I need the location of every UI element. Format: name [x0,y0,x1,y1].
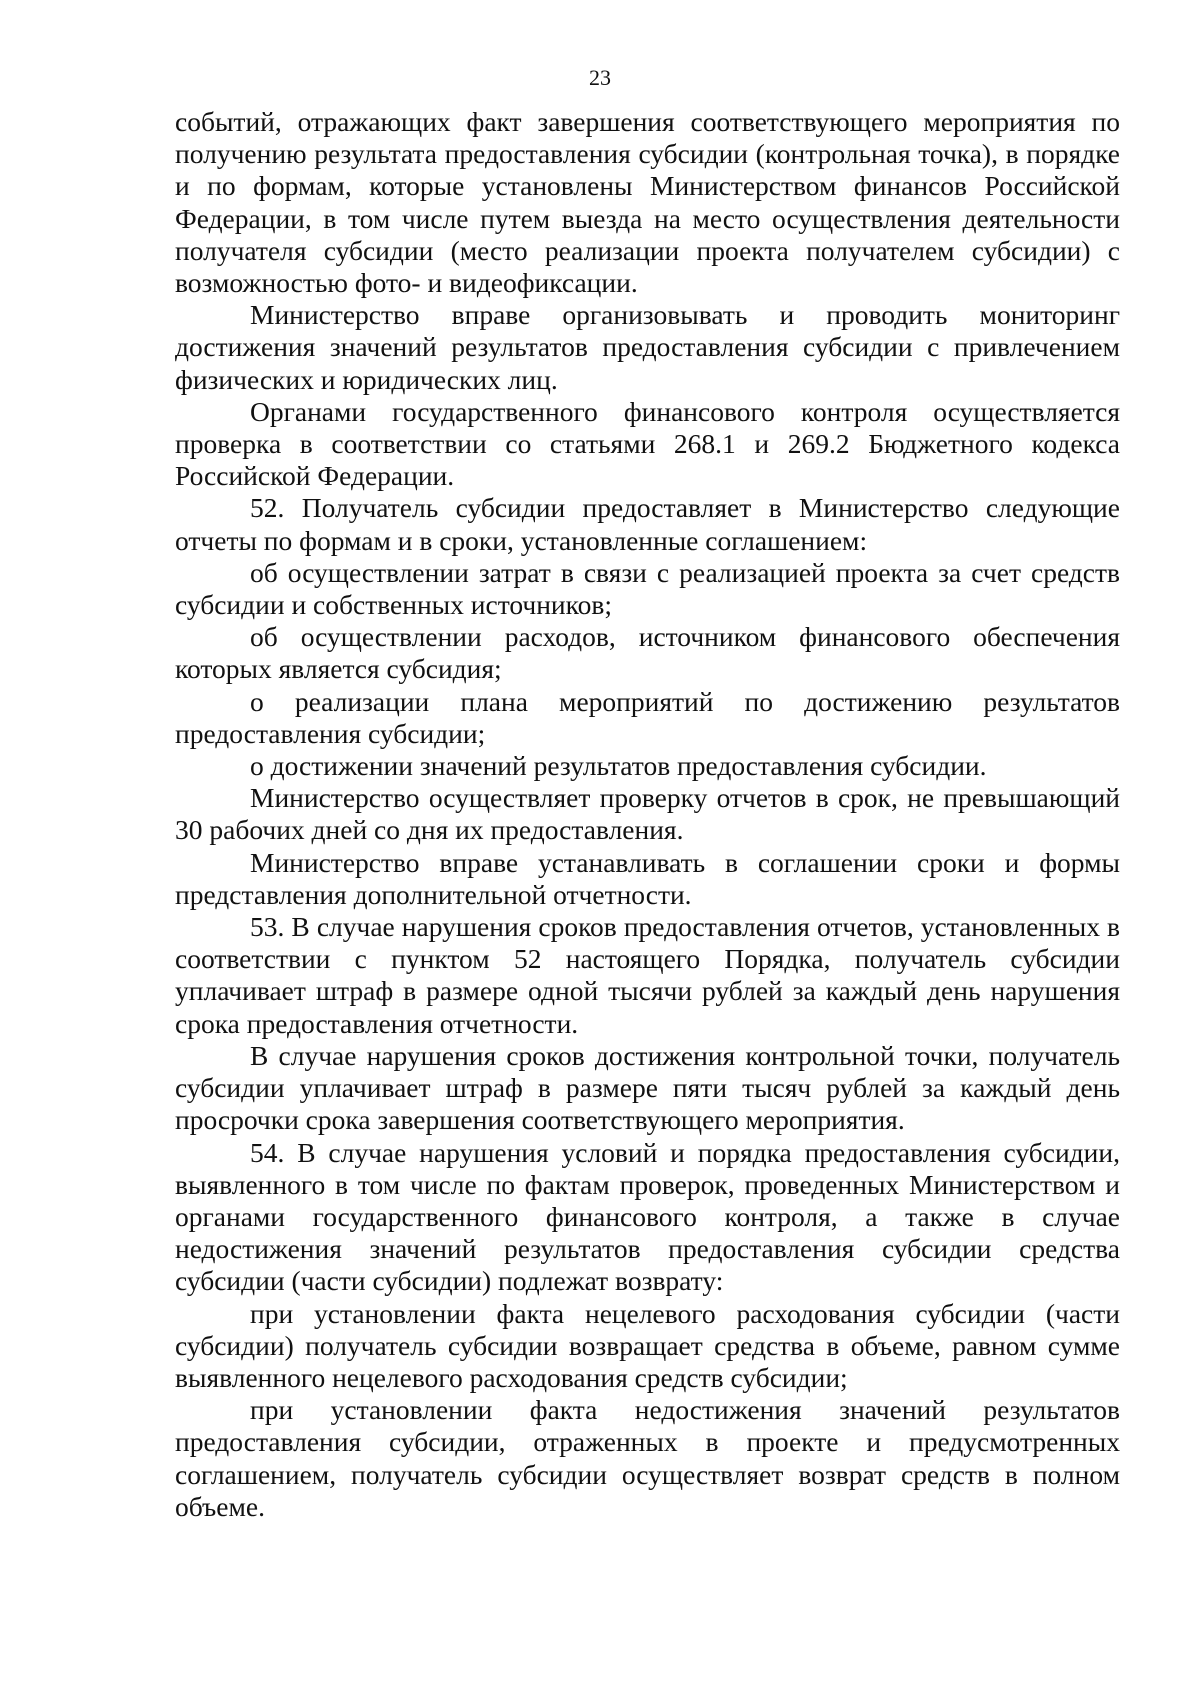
paragraph: В случае нарушения сроков достижения контрольной точки, получатель субсидии уплачивает штраф в размере пяти тысяч рублей за каждый день просрочки срока завершения соответствующего мероприятия. [175,1039,1120,1136]
paragraph: Министерство вправе организовывать и проводить мониторинг достижения значений результатов предоставления субсидии с привлечением физических и юридических лиц. [175,299,1120,395]
paragraph: 54. В случае нарушения условий и порядка предоставления субсидии, выявленного в том числе по фактам проверок, проведенных Министерством и органами государственного финансового контроля, а также в случае недостижения значений результатов предоставления субсидии средства субсидии (части субсидии) подлежат возврату: [175,1136,1120,1297]
paragraph: Министерство осуществляет проверку отчетов в срок, не превышающий 30 рабочих дней со дня их предоставления. [175,782,1120,846]
paragraph: о реализации плана мероприятий по достижению результатов предоставления субсидии; [175,685,1120,749]
document-body [175,106,1120,1523]
paragraph: событий, отражающих факт завершения соответствующего мероприятия по получению результата предоставления субсидии (контрольная точка), в порядке и по формам, которые установлены Министерством финансов Российской Федерации, в том числе путем выезда на место осуществления деятельности получателя субсидии (место реализации проекта получателем субсидии) с возможностью фото- и видеофиксации. [175,106,1120,299]
paragraph: Министерство вправе устанавливать в соглашении сроки и формы представления дополнительной отчетности. [175,846,1120,910]
paragraph: при установлении факта нецелевого расходования субсидии (части субсидии) получатель субсидии возвращает средства в объеме, равном сумме выявленного нецелевого расходования средств субсидии; [175,1297,1120,1393]
page-number: 23 [589,65,611,90]
paragraph: 52. Получатель субсидии предоставляет в Министерство следующие отчеты по формам и в сроки, установленные соглашением: [175,492,1120,556]
paragraph: об осуществлении затрат в связи с реализацией проекта за счет средств субсидии и собственных источников; [175,556,1120,621]
paragraph: Органами государственного финансового контроля осуществляется проверка в соответствии со статьями 268.1 и 269.2 Бюджетного кодекса Российской Федерации. [175,395,1120,492]
paragraph: о достижении значений результатов предоставления субсидии. [250,750,987,782]
paragraph: об осуществлении расходов, источником финансового обеспечения которых является субсидия; [175,621,1120,685]
paragraph: при установлении факта недостижения значений результатов предоставления субсидии, отраженных в проекте и предусмотренных соглашением, получатель субсидии осуществляет возврат средств в полном объеме. [175,1394,1120,1522]
paragraph: 53. В случае нарушения сроков предоставления отчетов, установленных в соответствии с пунктом 52 настоящего Порядка, получатель субсидии уплачивает штраф в размере одной тысячи рублей за каждый день нарушения срока предоставления отчетности. [175,911,1120,1039]
